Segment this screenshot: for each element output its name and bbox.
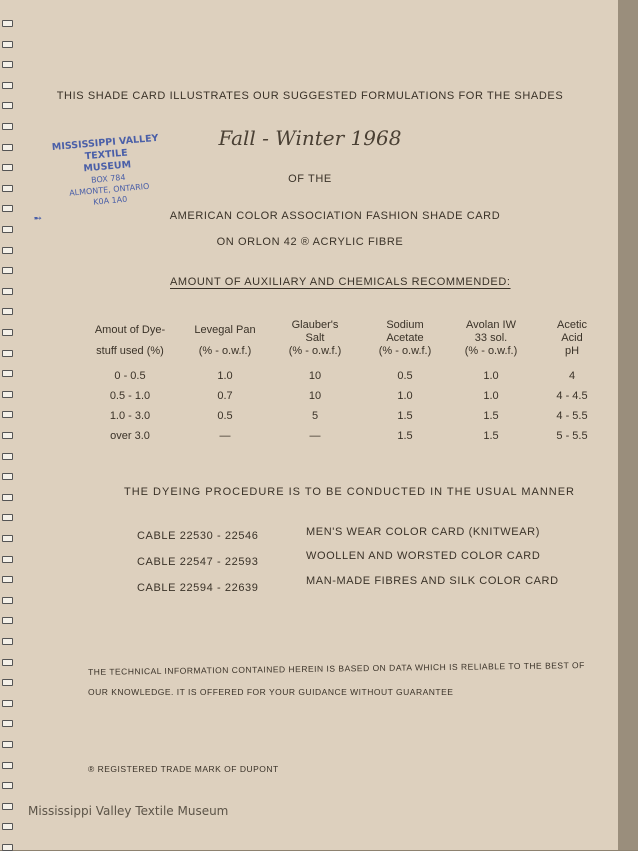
table-cell: 1.0	[483, 370, 499, 382]
binding-ring-icon	[2, 308, 13, 315]
museum-watermark: Mississippi Valley Textile Museum	[28, 804, 229, 818]
binding-ring-icon	[2, 762, 13, 769]
cable-card-1: MEN'S WEAR COLOR CARD (KNITWEAR)	[306, 526, 540, 538]
table-cell: 1.5	[483, 410, 499, 422]
binding-ring-icon	[2, 391, 13, 398]
binding-ring-icon	[2, 576, 13, 583]
binding-ring-icon	[2, 700, 13, 707]
disclaimer-line-2: OUR KNOWLEDGE. IT IS OFFERED FOR YOUR GUIDANCE WITHOUT GUARANTEE	[88, 687, 454, 697]
table-cell: 0 - 0.5	[114, 370, 146, 382]
next-page-edge	[618, 0, 638, 850]
stamp-line-1: MISSISSIPPI VALLEY TEXTILE	[51, 132, 159, 163]
binding-ring-icon	[2, 267, 13, 274]
fibre-text: ON ORLON 42 ® ACRYLIC FIBRE	[216, 236, 404, 248]
table-cell: 1.0 - 3.0	[109, 410, 151, 422]
table-cell: 1.5	[483, 430, 499, 442]
header-dyestuff: Amout of Dye- stuff used (%)	[94, 324, 166, 357]
binding-ring-icon	[2, 535, 13, 542]
stamp-line-4: ALMONTE, ONTARIO	[68, 181, 150, 198]
cable-code-1: CABLE 22530 - 22546	[137, 530, 259, 542]
of-the-text: OF THE	[288, 173, 332, 185]
binding-ring-icon	[2, 329, 13, 336]
table-row	[80, 362, 612, 382]
binding-ring-icon	[2, 20, 13, 27]
binding-ring-icon	[2, 514, 13, 521]
table-cell: 1.0	[483, 390, 499, 402]
binding-ring-icon	[2, 411, 13, 418]
table-header-row	[80, 312, 612, 358]
header-acetic: Acetic Acid pH	[557, 319, 587, 357]
binding-ring-icon	[2, 185, 13, 192]
binding-ring-icon	[2, 82, 13, 89]
cable-card-2: WOOLLEN AND WORSTED COLOR CARD	[306, 550, 541, 562]
binding-ring-icon	[2, 617, 13, 624]
table-row	[80, 422, 612, 442]
stamp-line-5: K0A 1A0	[92, 194, 128, 207]
season-title: Fall - Winter 1968	[218, 126, 402, 150]
binding-ring-icon	[2, 432, 13, 439]
table-cell: 1.5	[397, 430, 413, 442]
stamp-line-3: BOX 784	[90, 172, 126, 185]
table-row	[80, 402, 612, 422]
binding-ring-icon	[2, 679, 13, 686]
disclaimer-line-1: THE TECHNICAL INFORMATION CONTAINED HEREIN IS BASED ON DATA WHICH IS RELIABLE TO THE BEST OF	[88, 660, 585, 677]
binding-ring-icon	[2, 102, 13, 109]
binding-ring-icon	[2, 823, 13, 830]
binding-ring-icon	[2, 247, 13, 254]
binding-ring-icon	[2, 453, 13, 460]
procedure-text: THE DYEING PROCEDURE IS TO BE CONDUCTED IN THE USUAL MANNER	[124, 486, 575, 498]
table-cell: 5	[311, 410, 319, 422]
binding-ring-icon	[2, 803, 13, 810]
table-cell: 1.0	[397, 390, 413, 402]
binding-ring-icon	[2, 41, 13, 48]
table-cell: 0.7	[217, 390, 233, 402]
table-cell: 5 - 5.5	[556, 430, 588, 442]
trademark-note: ® REGISTERED TRADE MARK OF DUPONT	[88, 764, 279, 774]
binding-ring-icon	[2, 638, 13, 645]
binding-ring-icon	[2, 741, 13, 748]
header-levegal: Levegal Pan (% - o.w.f.)	[194, 324, 256, 357]
stamp-line-2: MUSEUM	[83, 159, 132, 175]
cable-code-3: CABLE 22594 - 22639	[137, 582, 259, 594]
binding-ring-icon	[2, 782, 13, 789]
table-cell: 4	[568, 370, 576, 382]
stamp-smudge-icon: ➸	[34, 213, 42, 223]
header-sodium: Sodium Acetate (% - o.w.f.)	[378, 319, 432, 357]
museum-stamp	[30, 131, 185, 213]
section-title: AMOUNT OF AUXILIARY AND CHEMICALS RECOMMENDED:	[170, 276, 511, 288]
binding-ring-icon	[2, 473, 13, 480]
binding-ring-icon	[2, 288, 13, 295]
binding-ring-icon	[2, 720, 13, 727]
table-cell: 0.5 - 1.0	[109, 390, 151, 402]
table-cell: —	[309, 430, 321, 442]
table-cell: 0.5	[397, 370, 413, 382]
binding-ring-icon	[2, 164, 13, 171]
table-cell: 10	[308, 390, 322, 402]
table-cell: 1.5	[397, 410, 413, 422]
binding-ring-icon	[2, 597, 13, 604]
binding-ring-icon	[2, 494, 13, 501]
table-row	[80, 382, 612, 402]
intro-text: THIS SHADE CARD ILLUSTRATES OUR SUGGESTED FORMULATIONS FOR THE SHADES	[56, 90, 564, 102]
binding-ring-icon	[2, 61, 13, 68]
table-cell: —	[219, 430, 231, 442]
table-cell: 1.0	[217, 370, 233, 382]
table-cell: 4 - 5.5	[556, 410, 588, 422]
table-cell: 0.5	[217, 410, 233, 422]
binding-ring-icon	[2, 556, 13, 563]
binding-ring-icon	[2, 350, 13, 357]
cable-code-2: CABLE 22547 - 22593	[137, 556, 259, 568]
chemicals-table	[80, 312, 612, 442]
header-glauber: Glauber's Salt (% - o.w.f.)	[288, 319, 342, 357]
binding-ring-icon	[2, 370, 13, 377]
binding-ring-icon	[2, 226, 13, 233]
table-cell: over 3.0	[110, 430, 150, 442]
table-cell: 4 - 4.5	[556, 390, 588, 402]
table-cell: 10	[308, 370, 322, 382]
header-avolan: Avolan IW 33 sol. (% - o.w.f.)	[464, 319, 518, 357]
binding-ring-icon	[2, 659, 13, 666]
cable-card-3: MAN-MADE FIBRES AND SILK COLOR CARD	[306, 575, 559, 587]
association-text: AMERICAN COLOR ASSOCIATION FASHION SHADE CARD	[169, 210, 501, 222]
